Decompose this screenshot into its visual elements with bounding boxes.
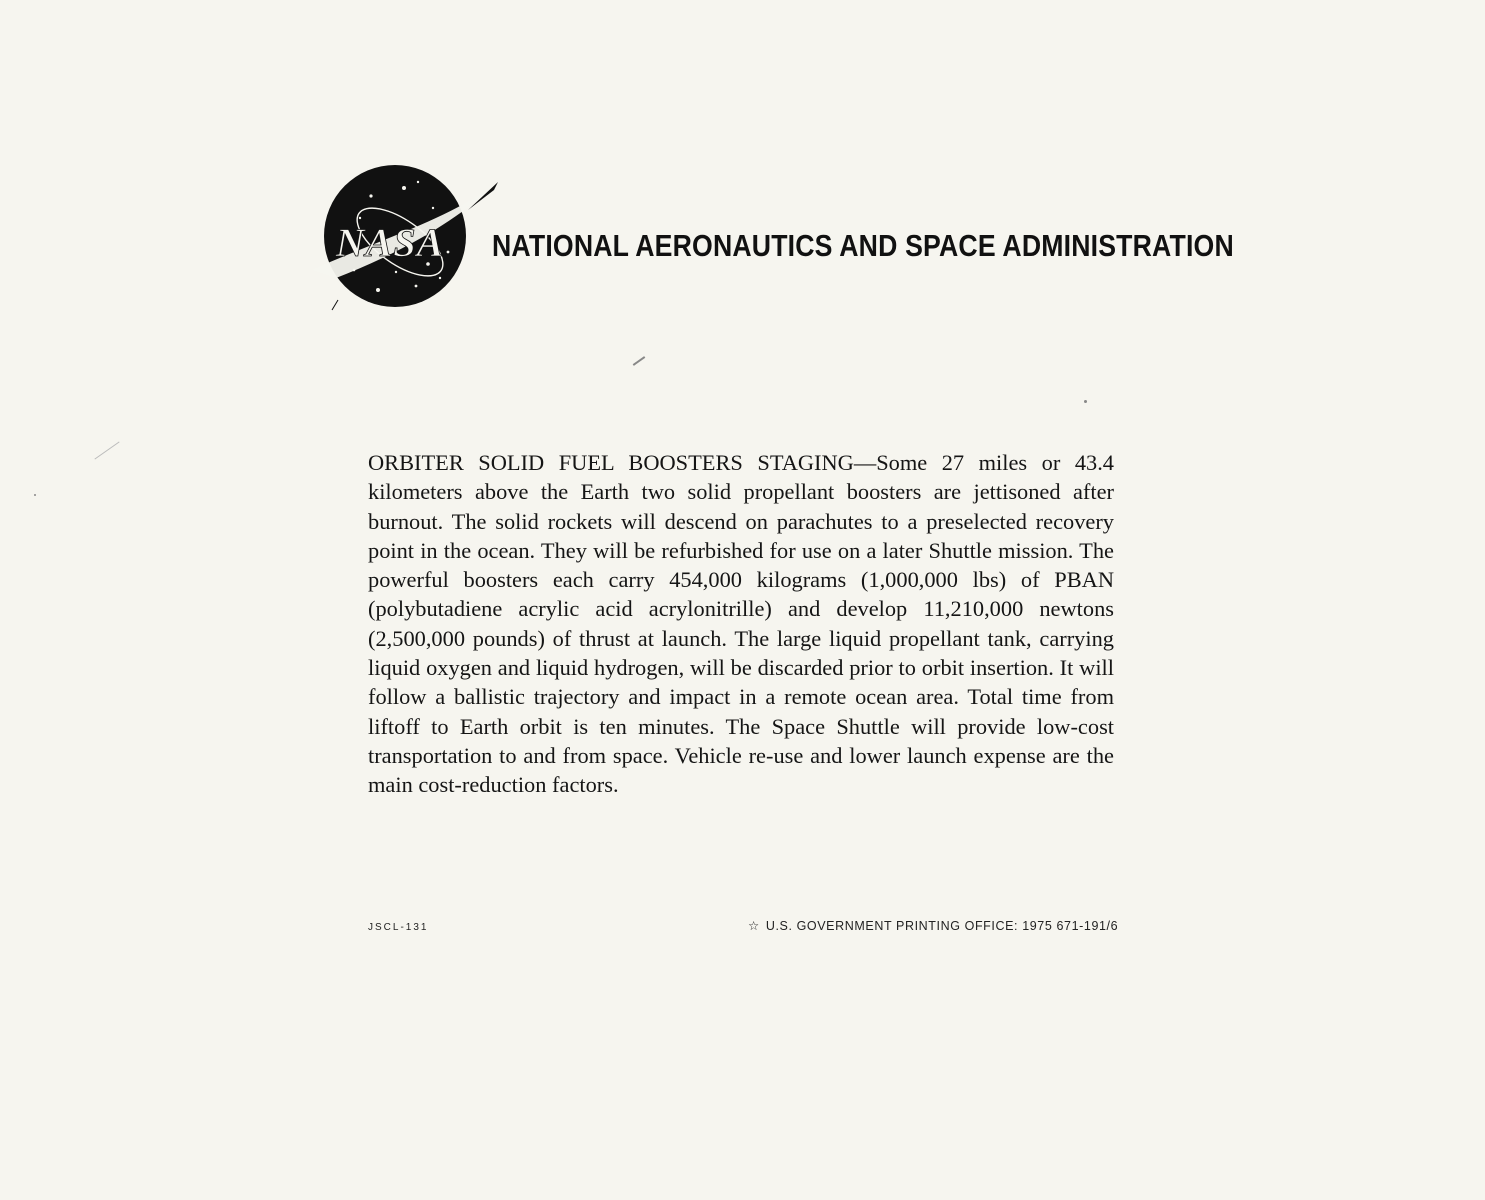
scan-speck xyxy=(94,441,119,459)
printing-office-text: U.S. GOVERNMENT PRINTING OFFICE: 1975 671-191/6 xyxy=(765,919,1119,933)
printing-office-line xyxy=(748,918,1118,933)
star-icon: ☆ xyxy=(748,919,760,933)
scan-speck xyxy=(1084,400,1087,403)
scan-speck xyxy=(34,494,36,496)
caption-paragraph: ORBITER SOLID FUEL BOOSTERS STAGING—Some 27 miles or 43.4 kilometers above the Earth two solid propellant boosters are jettisoned after burnout. The solid rockets will descend on parachutes to a preselected recovery point in the ocean. They will be refurbished for use on a later Shuttle mission. The powerful boosters each carry 454,000 kilograms (1,000,000 lbs) of PBAN (polybutadiene acrylic acid acrylonitrille) and develop 11,210,000 newtons (2,500,000 pounds) of thrust at launch. The large liquid propellant tank, carrying liquid oxygen and liquid hydrogen, will be discarded prior to orbit insertion. It will follow a ballistic trajectory and impact in a remote ocean area. Total time from liftoff to Earth orbit is ten minutes. The Space Shuttle will provide low-cost transportation to and from space. Vehicle re-use and lower launch expense are the main cost-reduction factors. xyxy=(368,450,1114,798)
document-code: JSCL-131 xyxy=(368,922,429,933)
agency-name-heading: NATIONAL AERONAUTICS AND SPACE ADMINISTRATION xyxy=(492,228,1234,263)
nasa-insignia-logo xyxy=(308,160,518,320)
nasa-logo-text: NASA xyxy=(335,220,445,265)
scan-speck xyxy=(633,356,646,366)
